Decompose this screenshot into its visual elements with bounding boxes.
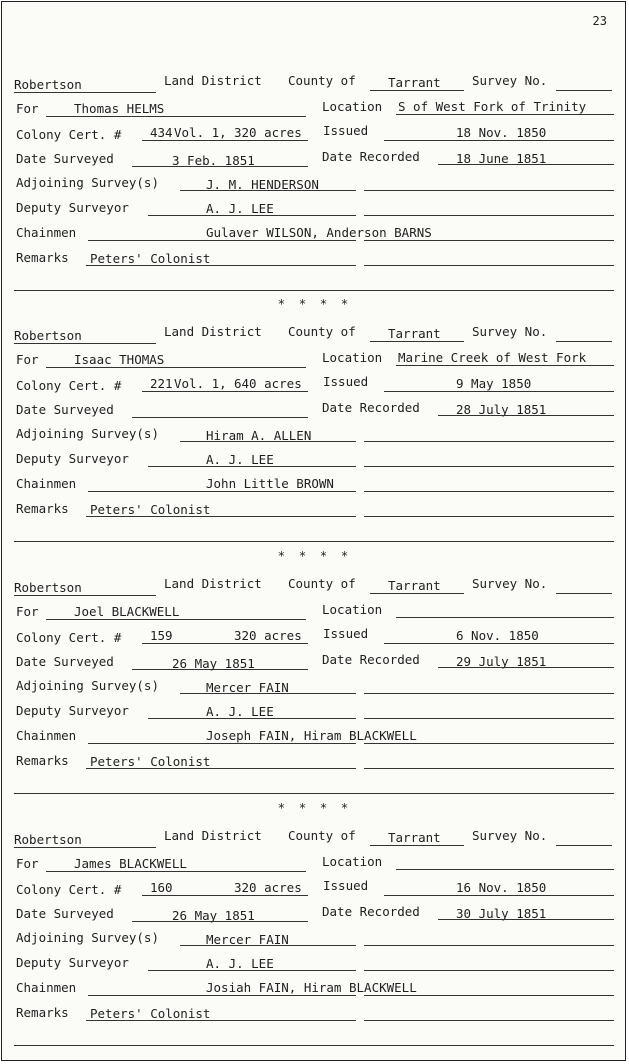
location-value: S of West Fork of Trinity — [398, 99, 587, 114]
survey-no-label: Survey No. — [472, 828, 548, 843]
issued-value: 9 May 1850 — [456, 376, 532, 391]
for-line — [46, 871, 306, 872]
date-recorded-value: 29 July 1851 — [456, 654, 547, 669]
issued-line — [384, 391, 614, 392]
chainmen-line-extension — [364, 743, 614, 744]
issued-label: Issued — [323, 123, 369, 138]
location-value: Marine Creek of West Fork — [398, 350, 587, 365]
adjoining-label: Adjoining Survey(s) — [16, 175, 159, 190]
adjoining-line — [180, 441, 356, 442]
adjoining-line-extension — [364, 945, 614, 946]
chainmen-label: Chainmen — [16, 728, 77, 743]
date-surveyed-line — [132, 669, 308, 670]
location-line — [396, 869, 614, 870]
colony-cert-label: Colony Cert. # — [16, 127, 122, 142]
county-of-label: County of — [288, 324, 356, 339]
date-surveyed-label: Date Surveyed — [16, 402, 114, 417]
date-surveyed-label: Date Surveyed — [16, 151, 114, 166]
remarks-value: Peters' Colonist — [90, 754, 211, 769]
location-line — [396, 365, 614, 366]
deputy-line-extension — [364, 466, 614, 467]
location-label: Location — [322, 602, 383, 617]
deputy-surveyor-value: A. J. LEE — [206, 704, 274, 719]
cert-volume-value: Vol. 1, — [174, 125, 227, 140]
date-surveyed-line — [132, 921, 308, 922]
date-surveyed-value: 26 May 1851 — [172, 908, 255, 923]
chainmen-value: Gulaver WILSON, Anderson BARNS — [206, 225, 432, 240]
remarks-line-extension — [364, 265, 614, 266]
for-value: Thomas HELMS — [74, 101, 165, 116]
date-surveyed-label: Date Surveyed — [16, 906, 114, 921]
survey-no-label: Survey No. — [472, 73, 548, 88]
date-recorded-label: Date Recorded — [322, 400, 420, 415]
deputy-surveyor-label: Deputy Surveyor — [16, 200, 129, 215]
date-surveyed-value: 26 May 1851 — [172, 656, 255, 671]
chainmen-line-extension — [364, 995, 614, 996]
chainmen-line-extension — [364, 240, 614, 241]
adjoining-line-extension — [364, 190, 614, 191]
date-recorded-label: Date Recorded — [322, 652, 420, 667]
acres-value: 320 acres — [234, 880, 302, 895]
for-value: Isaac THOMAS — [74, 352, 165, 367]
county-value: Tarrant — [388, 75, 441, 90]
for-line — [46, 619, 306, 620]
location-label: Location — [322, 99, 383, 114]
remarks-label: Remarks — [16, 501, 69, 516]
remarks-line — [86, 516, 356, 517]
deputy-line-extension — [364, 970, 614, 971]
remarks-line-extension — [364, 516, 614, 517]
issued-value: 6 Nov. 1850 — [456, 628, 539, 643]
blank-line — [14, 793, 614, 794]
land-district-label: Land District — [164, 576, 262, 591]
acres-value: 320 acres — [234, 125, 302, 140]
survey-no-line — [556, 593, 612, 594]
county-line — [370, 845, 464, 846]
for-line — [46, 116, 306, 117]
cert-number-value: 434 — [150, 125, 173, 140]
land-district-label: Land District — [164, 828, 262, 843]
for-value: Joel BLACKWELL — [74, 604, 180, 619]
date-surveyed-value: 3 Feb. 1851 — [172, 153, 255, 168]
remarks-label: Remarks — [16, 753, 69, 768]
issued-value: 16 Nov. 1850 — [456, 880, 547, 895]
chainmen-value: Joseph FAIN, Hiram BLACKWELL — [206, 728, 417, 743]
county-line — [370, 90, 464, 91]
date-recorded-label: Date Recorded — [322, 149, 420, 164]
location-line — [396, 617, 614, 618]
date-recorded-line — [438, 667, 614, 668]
chainmen-line-extension — [364, 491, 614, 492]
for-value: James BLACKWELL — [74, 856, 187, 871]
cert-number-value: 221 — [150, 376, 173, 391]
page-number: 23 — [592, 14, 607, 28]
location-line — [396, 114, 614, 115]
deputy-line-extension — [364, 718, 614, 719]
blank-line — [14, 1045, 614, 1046]
document-page — [1, 1, 626, 1061]
chainmen-value: Josiah FAIN, Hiram BLACKWELL — [206, 980, 417, 995]
county-line — [370, 593, 464, 594]
adjoining-value: Mercer FAIN — [206, 680, 289, 695]
date-recorded-value: 28 July 1851 — [456, 402, 547, 417]
for-label: For — [16, 604, 39, 619]
survey-no-label: Survey No. — [472, 576, 548, 591]
county-value: Tarrant — [388, 830, 441, 845]
date-recorded-value: 18 June 1851 — [456, 151, 547, 166]
deputy-line — [148, 215, 356, 216]
date-surveyed-line — [132, 166, 308, 167]
record-separator: * * * * — [277, 296, 352, 311]
deputy-surveyor-label: Deputy Surveyor — [16, 955, 129, 970]
date-surveyed-label: Date Surveyed — [16, 654, 114, 669]
date-surveyed-line — [132, 417, 308, 418]
adjoining-line — [180, 190, 356, 191]
cert-volume-value: Vol. 1, — [174, 376, 227, 391]
chainmen-line — [88, 995, 356, 996]
deputy-surveyor-value: A. J. LEE — [206, 452, 274, 467]
remarks-line-extension — [364, 1020, 614, 1021]
remarks-line — [86, 1020, 356, 1021]
remarks-value: Peters' Colonist — [90, 502, 211, 517]
acres-value: 640 acres — [234, 376, 302, 391]
record-separator: * * * * — [277, 548, 352, 563]
issued-value: 18 Nov. 1850 — [456, 125, 547, 140]
county-of-label: County of — [288, 73, 356, 88]
cert-number-value: 159 — [150, 628, 173, 643]
deputy-surveyor-label: Deputy Surveyor — [16, 703, 129, 718]
issued-label: Issued — [323, 626, 369, 641]
district-line — [14, 92, 156, 93]
adjoining-line-extension — [364, 441, 614, 442]
cert-line — [142, 391, 308, 392]
adjoining-label: Adjoining Survey(s) — [16, 678, 159, 693]
colony-cert-label: Colony Cert. # — [16, 630, 122, 645]
adjoining-line — [180, 945, 356, 946]
cert-line — [142, 643, 308, 644]
district-line — [14, 595, 156, 596]
date-recorded-line — [438, 415, 614, 416]
remarks-value: Peters' Colonist — [90, 251, 211, 266]
deputy-line — [148, 970, 356, 971]
land-district-label: Land District — [164, 73, 262, 88]
deputy-surveyor-label: Deputy Surveyor — [16, 451, 129, 466]
district-value: Robertson — [14, 580, 82, 595]
district-value: Robertson — [14, 77, 82, 92]
county-value: Tarrant — [388, 578, 441, 593]
deputy-line — [148, 466, 356, 467]
county-of-label: County of — [288, 828, 356, 843]
land-district-label: Land District — [164, 324, 262, 339]
district-value: Robertson — [14, 832, 82, 847]
colony-cert-label: Colony Cert. # — [16, 882, 122, 897]
acres-value: 320 acres — [234, 628, 302, 643]
issued-label: Issued — [323, 374, 369, 389]
colony-cert-label: Colony Cert. # — [16, 378, 122, 393]
for-line — [46, 367, 306, 368]
survey-no-line — [556, 341, 612, 342]
adjoining-value: J. M. HENDERSON — [206, 177, 319, 192]
adjoining-label: Adjoining Survey(s) — [16, 930, 159, 945]
remarks-line — [86, 265, 356, 266]
blank-line — [14, 290, 614, 291]
chainmen-line — [88, 491, 356, 492]
deputy-surveyor-value: A. J. LEE — [206, 201, 274, 216]
cert-number-value: 160 — [150, 880, 173, 895]
remarks-value: Peters' Colonist — [90, 1006, 211, 1021]
chainmen-line — [88, 743, 356, 744]
deputy-surveyor-value: A. J. LEE — [206, 956, 274, 971]
deputy-line — [148, 718, 356, 719]
for-label: For — [16, 352, 39, 367]
issued-line — [384, 643, 614, 644]
date-recorded-line — [438, 919, 614, 920]
county-value: Tarrant — [388, 326, 441, 341]
chainmen-line — [88, 240, 356, 241]
adjoining-value: Hiram A. ALLEN — [206, 428, 312, 443]
chainmen-label: Chainmen — [16, 980, 77, 995]
record-separator: * * * * — [277, 800, 352, 815]
for-label: For — [16, 856, 39, 871]
remarks-label: Remarks — [16, 250, 69, 265]
blank-line — [14, 541, 614, 542]
chainmen-label: Chainmen — [16, 225, 77, 240]
district-value: Robertson — [14, 328, 82, 343]
survey-no-line — [556, 845, 612, 846]
remarks-line — [86, 768, 356, 769]
district-line — [14, 847, 156, 848]
issued-line — [384, 895, 614, 896]
date-recorded-label: Date Recorded — [322, 904, 420, 919]
remarks-line-extension — [364, 768, 614, 769]
chainmen-value: John Little BROWN — [206, 476, 334, 491]
survey-no-line — [556, 90, 612, 91]
date-recorded-value: 30 July 1851 — [456, 906, 547, 921]
district-line — [14, 343, 156, 344]
adjoining-line — [180, 693, 356, 694]
adjoining-line-extension — [364, 693, 614, 694]
county-of-label: County of — [288, 576, 356, 591]
deputy-line-extension — [364, 215, 614, 216]
cert-line — [142, 895, 308, 896]
for-label: For — [16, 101, 39, 116]
county-line — [370, 341, 464, 342]
adjoining-value: Mercer FAIN — [206, 932, 289, 947]
date-recorded-line — [438, 164, 614, 165]
issued-label: Issued — [323, 878, 369, 893]
location-label: Location — [322, 854, 383, 869]
chainmen-label: Chainmen — [16, 476, 77, 491]
survey-no-label: Survey No. — [472, 324, 548, 339]
location-label: Location — [322, 350, 383, 365]
remarks-label: Remarks — [16, 1005, 69, 1020]
cert-line — [142, 140, 308, 141]
adjoining-label: Adjoining Survey(s) — [16, 426, 159, 441]
issued-line — [384, 140, 614, 141]
